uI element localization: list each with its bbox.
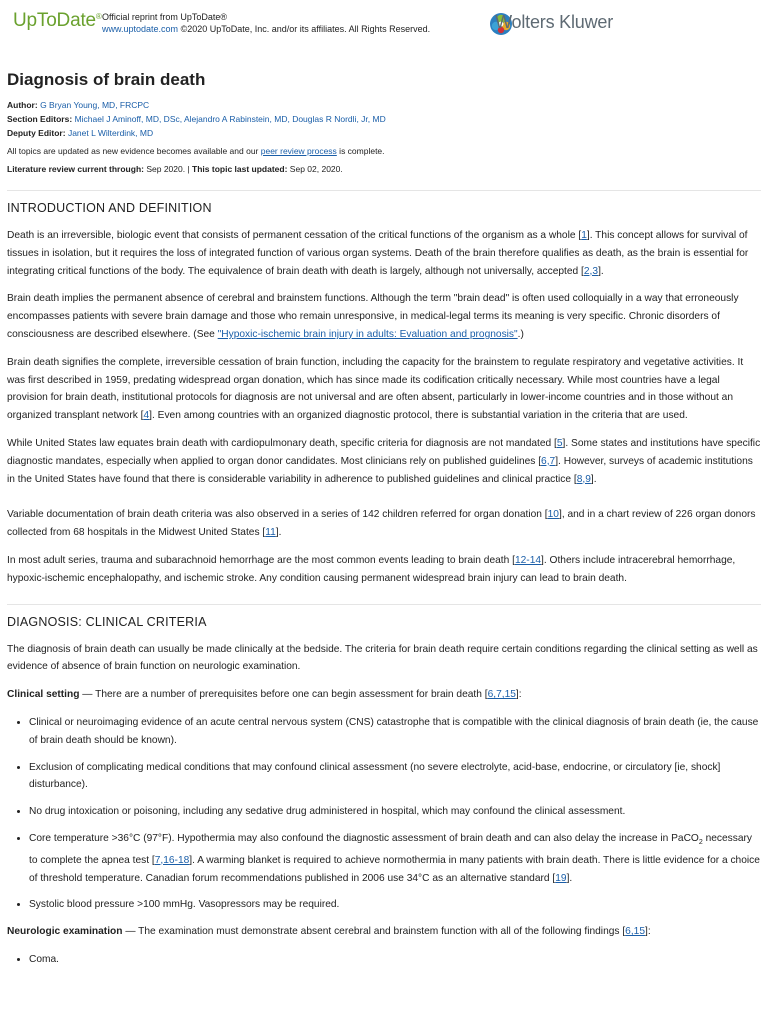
neurologic-exam-list xyxy=(7,951,761,969)
copyright-text: ©2020 UpToDate, Inc. and/or its affiliates. All Rights Reserved. xyxy=(180,24,431,34)
reprint-line: Official reprint from UpToDate® xyxy=(102,12,228,22)
reprint-header xyxy=(7,0,761,52)
section-editors-link[interactable]: Michael J Aminoff, MD, DSc, Alejandro A Rabinstein, MD, Douglas R Nordli, Jr, MD xyxy=(74,114,386,124)
reference-link[interactable]: 4 xyxy=(143,410,150,422)
reference-link[interactable]: 1 xyxy=(581,230,587,241)
section-heading-diagnosis: DIAGNOSIS: CLINICAL CRITERIA xyxy=(7,614,207,629)
uptodate-logo: UpToDate® xyxy=(13,10,102,31)
reference-link[interactable]: 7,16-18 xyxy=(154,854,190,866)
review-dates: Literature review current through: Sep 2020. | This topic last updated: Sep 02, 2020. xyxy=(7,164,343,174)
reference-link[interactable]: 10 xyxy=(547,509,559,521)
reference-link[interactable]: 8,9 xyxy=(576,473,591,485)
list-item: • Systolic blood pressure >100 mmHg. Vasopressors may be required. xyxy=(29,896,761,914)
site-url-link[interactable]: www.uptodate.com xyxy=(102,24,179,34)
section-heading-introduction: INTRODUCTION AND DEFINITION xyxy=(7,201,212,215)
list-item: • Core temperature >36°C (97°F). Hypothermia may also confound the diagnostic assessment of brain death and can also delay the increase in PaCO$_2$ necessary to complete the apnea test [7,16-18]. A warming blanket is required to achieve normothermia in many patients with brain death. There is little evidence for a choice of threshold temperature. Canadian forum recommendations published in 2006 use 34°C as an alternative standard [19]. xyxy=(29,830,761,887)
reprint-notice xyxy=(102,11,430,35)
paragraph: While United States law equates brain death with cardiopulmonary death, specific criteria for diagnosis are not mandated [5]. Some states and institutions have specific diagnostic mandates, especially when applied to organ donor candidates. Most clinicians rely on published guidelines [6,7]. However, surveys of academic institutions in the United States have found that there is considerable variability in adherence to published guidelines and clinical practice [8,9]. xyxy=(7,437,761,485)
paragraph: In most adult series, trauma and subarachnoid hemorrhage are the most common events leading to brain death [12-14]. Others include intracerebral hemorrhage, hypoxic-ischemic encephalopathy, and ischemic stroke. Any condition causing permanent widespread brain injury can lead to brain death. xyxy=(7,554,736,584)
author-link[interactable]: G Bryan Young, MD, FRCPC xyxy=(40,100,150,110)
list-item: • Coma. xyxy=(29,951,761,969)
peer-review-link[interactable]: peer review process xyxy=(260,146,337,156)
page-title: Diagnosis of brain death xyxy=(7,70,206,89)
list-item: • Clinical or neuroimaging evidence of an acute central nervous system (CNS) catastrophe that is compatible with the clinical diagnosis of brain death (ie, the cause of brain death should be known). xyxy=(29,714,761,750)
deputy-editor-link[interactable]: Janet L Wilterdink, MD xyxy=(67,128,154,138)
reference-link[interactable]: 6,7,15 xyxy=(487,689,516,701)
paragraph: Death is an irreversible, biologic event that consists of permanent cessation of the critical functions of the organism as a whole [1]. This concept allows for survival of tissues in isolation, but it requires the loss of integrated function of various organ systems. Death of the brain therefore qualifies as death, as the brain is essential for integrating critical functions of the body. The equivalence of brain death with death is largely, although not universally, accepted [2,3]. xyxy=(7,230,749,277)
reference-link[interactable]: 11 xyxy=(265,527,276,539)
reference-link[interactable]: 19 xyxy=(555,872,567,884)
article-credits: Author: G Bryan Young, MD, FRCPC Section Editors: Michael J Aminoff, MD, DSc, Alejandro A Rabinstein, MD, Douglas R Nordli, Jr, MD Deputy Editor: Janet L Wilterdink, MD xyxy=(7,100,386,138)
wolters-kluwer-wordmark: Wolters Kluwer xyxy=(495,12,613,32)
reference-link[interactable]: 6,15 xyxy=(625,926,645,938)
paragraph: Variable documentation of brain death criteria was also observed in a series of 142 children referred for organ donation [10], and in a chart review of 226 organ donors collected from 68 hospitals in the Midwest United States [11]. xyxy=(7,509,756,539)
update-note: All topics are updated as new evidence becomes available and our peer review process is complete. xyxy=(7,146,385,156)
topic-link[interactable]: "Hypoxic-ischemic brain injury in adults: Evaluation and prognosis" xyxy=(217,328,518,340)
reference-link[interactable]: 12-14 xyxy=(514,554,542,566)
list-item: • No drug intoxication or poisoning, including any sedative drug administered in hospital, which may confound the clinical assessment. xyxy=(29,803,761,821)
clinical-setting-list xyxy=(7,714,761,914)
neurologic-exam-intro: Neurologic examination — The examination must demonstrate absent cerebral and brainstem function with all of the following findings [6,15]: xyxy=(7,926,651,938)
reference-link[interactable]: 2,3 xyxy=(583,265,599,277)
paragraph: Brain death signifies the complete, irreversible cessation of brain function, including the capacity for the brainstem to regulate respiratory and vegetative activities. It was first described in 1959, predating widespread organ donation, which has since made its codification critically necessary. While most countries have a legal provision for brain death, institutional protocols for diagnosis are not universal and are often absent, particularly in lower-income countries and in those without an organized transplant network [4]. Even among countries with an organized diagnostic protocol, there is substantial variation in the criteria that are used. xyxy=(7,356,744,422)
section-divider xyxy=(7,604,761,605)
paragraph: Brain death implies the permanent absence of cerebral and brainstem functions. Although the term "brain dead" is often used colloquially in a way that erroneously encompasses patients with severe brain damage and those who remain unresponsive, in medical-legal terms its meaning is very specific. Chronic disorders of consciousness are described elsewhere. (See "Hypoxic-ischemic brain injury in adults: Evaluation and prognosis".) xyxy=(7,293,739,340)
list-item: • Exclusion of complicating medical conditions that may confound clinical assessment (no severe electrolyte, acid-base, endocrine, or circulatory [ie, shock] disturbance). xyxy=(29,759,761,795)
reference-link[interactable]: 5 xyxy=(556,437,563,449)
reference-link[interactable]: 6,7 xyxy=(541,455,556,467)
section-divider xyxy=(7,190,761,191)
paragraph: The diagnosis of brain death can usually be made clinically at the bedside. The criteria for brain death require certain conditions regarding the clinical setting as well as evidence of absence of brain function on neurologic examination. xyxy=(7,643,758,673)
clinical-setting-intro: Clinical setting — There are a number of prerequisites before one can begin assessment for brain death [6,7,15]: xyxy=(7,689,522,701)
